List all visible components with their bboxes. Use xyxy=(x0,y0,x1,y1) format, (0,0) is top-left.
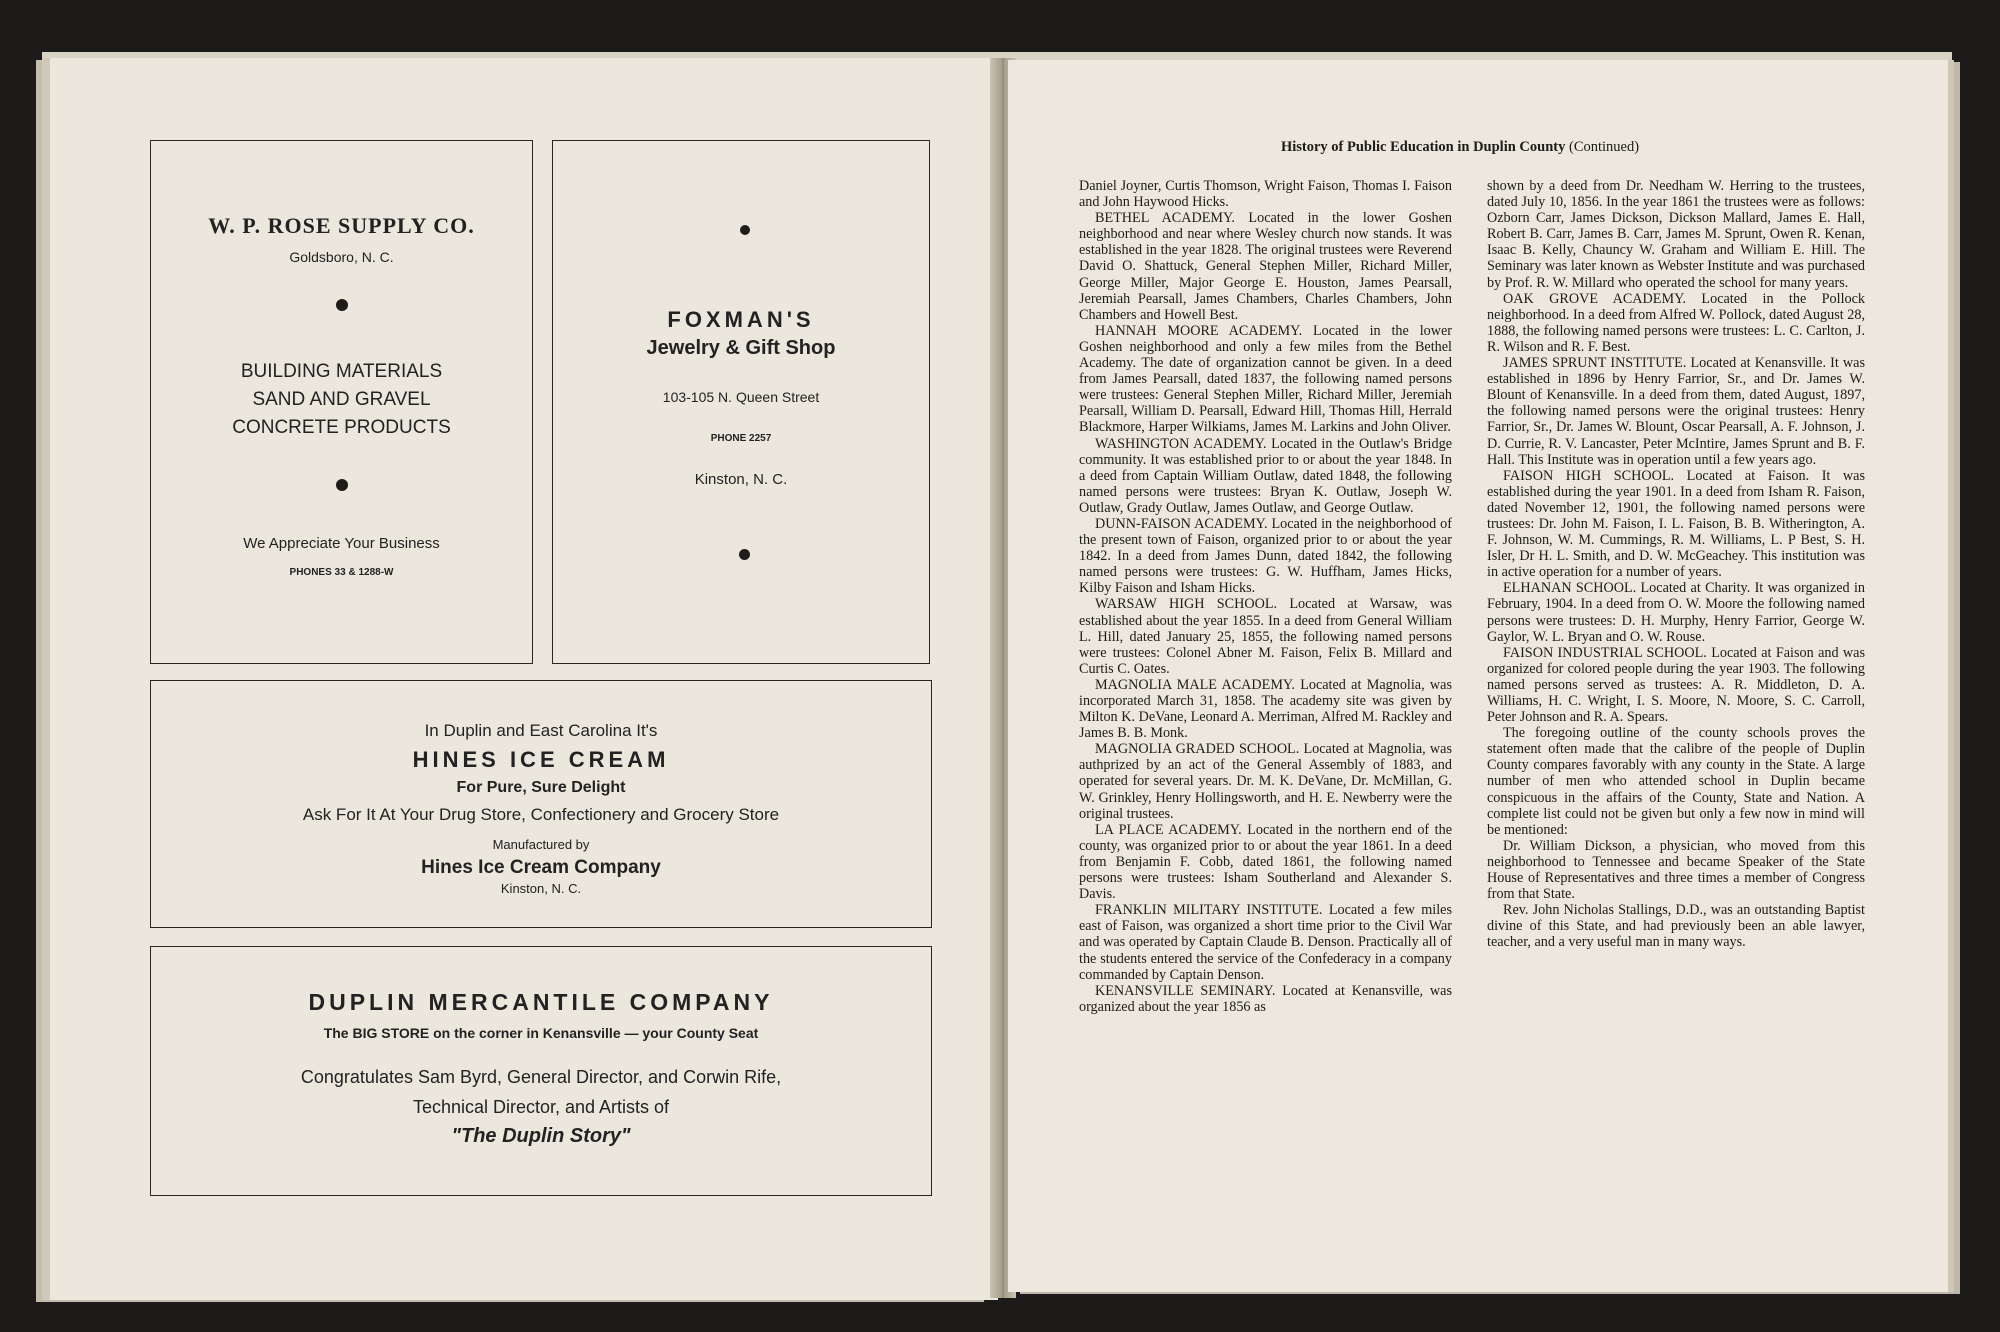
duplin-line3: "The Duplin Story" xyxy=(451,1125,631,1147)
article-paragraph: MAGNOLIA GRADED SCHOOL. Located at Magnolia, was authprized by an act of the General Assembly of 1883, and operated for several years. Dr. M. K. DeVane, Dr. McMillan, G. W. Grinkley, Henry Hollingsworth, and H. E. Newberry were the original trustees. xyxy=(1079,741,1452,822)
rose-supply-name: W. P. ROSE SUPPLY CO. xyxy=(208,213,475,238)
bullet-icon xyxy=(739,549,750,560)
rose-line-sand: SAND AND GRAVEL xyxy=(252,389,431,410)
article-paragraph: WARSAW HIGH SCHOOL. Located at Warsaw, was established about the year 1855. In a deed from General William L. Hill, dated January 25, 1855, the following named persons were trustees: Colonel Abner M. Faison, Felix B. Millard and Curtis C. Oates. xyxy=(1079,596,1452,677)
article-paragraph: MAGNOLIA MALE ACADEMY. Located at Magnolia, was incorporated March 31, 1858. The academy site was given by Milton K. DeVane, Leonard A. Merriman, Alfred M. Rackley and James B. B. Monk. xyxy=(1079,676,1452,742)
rose-supply-city: Goldsboro, N. C. xyxy=(289,249,394,265)
rose-line-building: BUILDING MATERIALS xyxy=(240,361,443,382)
article-paragraph: KENANSVILLE SEMINARY. Located at Kenansville, was organized about the year 1856 as xyxy=(1079,982,1452,1015)
foxman-subtitle: Jewelry & Gift Shop xyxy=(646,337,836,359)
hines-mfg: Manufactured by xyxy=(492,837,590,852)
article-paragraph: HANNAH MOORE ACADEMY. Located in the lower Goshen neighborhood and only a few miles from the Bethel Academy. The date of organization cannot be given. In a deed from James Pearsall, dated 1837, the following named persons were trustees: General Stephen Miller, Richard Miller, Jeremiah Pearsall, William D. Pearsall, Edward Hill, Thomas Hill, Herrald Blackmore, Harper Wilkiams, James M. Larkins and John Oliver. xyxy=(1079,322,1452,436)
article-paragraph: FRANKLIN MILITARY INSTITUTE. Located a few miles east of Faison, was organized a short time prior to the Civil War and was operated by Captain Claude B. Denson. Practically all of the students entered the service of the Confederacy in a company commanded by Captain Denson. xyxy=(1079,902,1452,983)
rose-appreciate: We Appreciate Your Business xyxy=(243,535,440,552)
rose-phones: PHONES 33 & 1288-W xyxy=(289,567,394,578)
article-paragraph: The foregoing outline of the county schools proves the statement often made that the calibre of the people of Duplin County compares favorably with any county in the State. A large number of men who attended school in Duplin became conspicuous in the affairs of the County, State and Nation. A complete list could not be given but only a few now in mind will be mentioned: xyxy=(1487,725,1865,838)
hines-ask: Ask For It At Your Drug Store, Confectionery and Grocery Store xyxy=(302,805,780,824)
duplin-mercantile-ad xyxy=(150,946,932,1196)
bullet-icon xyxy=(336,479,348,491)
article-paragraph: Rev. John Nicholas Stallings, D.D., was an outstanding Baptist divine of this State, and had previously been an able lawyer, teacher, and a very useful man in many ways. xyxy=(1487,902,1865,951)
foxman-ad xyxy=(552,140,930,664)
hines-ad xyxy=(150,680,932,928)
duplin-line2: Technical Director, and Artists of xyxy=(412,1097,670,1117)
article-paragraph: FAISON INDUSTRIAL SCHOOL. Located at Faison and was organized for colored people during the year 1903. The following named persons served as trustees: A. R. Middleton, D. A. Williams, H. C. Wright, I. S. Moore, N. Moore, S. C. Carroll, Peter Johnson and R. A. Spears. xyxy=(1487,644,1865,726)
article-header xyxy=(1180,139,1740,156)
foxman-address: 103-105 N. Queen Street xyxy=(662,389,820,405)
hines-tagline: For Pure, Sure Delight xyxy=(456,779,626,796)
article-paragraph: OAK GROVE ACADEMY. Located in the Pollock neighborhood. In a deed from Alfred W. Pollock, dated August 28, 1888, the following named persons were trustees: L. C. Carlton, J. R. Wilson and R. F. Best. xyxy=(1487,290,1865,355)
hines-city: Kinston, N. C. xyxy=(500,881,582,896)
hines-company: Hines Ice Cream Company xyxy=(421,857,661,878)
article-paragraph: BETHEL ACADEMY. Located in the lower Goshen neighborhood and near where Wesley church now stands. It was established in the year 1828. The original trustees were Reverend David O. Shattuck, General Stephen Miller, Richard Miller, George Miller, Major George E. Houston, James Pearsall, Jeremiah Pearsall, James Chambers, Charles Chambers, John Chambers and Howell Best. xyxy=(1079,210,1452,323)
foxman-city: Kinston, N. C. xyxy=(694,471,788,488)
article-paragraph: LA PLACE ACADEMY. Located in the northern end of the county, was organized prior to or about the year 1861. In a deed from Benjamin F. Cobb, dated 1861, the following named persons were trustees: Isham Southerland and Alexander S. Davis. xyxy=(1079,821,1452,903)
article-paragraph: Dr. William Dickson, a physician, who moved from this neighborhood to Tennessee and became Speaker of the State House of Representatives and three times a member of Congress from that State. xyxy=(1487,837,1865,903)
hines-intro: In Duplin and East Carolina It's xyxy=(424,721,658,740)
article-paragraph: FAISON HIGH SCHOOL. Located at Faison. It was established during the year 1901. In a deed from Isham R. Faison, dated November 12, 1901, the following named persons were trustees: Dr. John M. Faison, I. L. Faison, B. B. Witherington, A. F. Johnson, W. M. Cummings, R. M. Williams, L. P Best, S. H. Isler, Dr H. L. Smith, and D. W. McGeachey. This institution was in active operation for a number of years. xyxy=(1487,467,1865,581)
article-title: History of Public Education in Duplin County xyxy=(1280,139,1566,155)
article-paragraph: Daniel Joyner, Curtis Thomson, Wright Faison, Thomas I. Faison and John Haywood Hicks. xyxy=(1079,178,1452,211)
rose-line-concrete: CONCRETE PRODUCTS xyxy=(232,417,451,438)
duplin-line1: Congratulates Sam Byrd, General Director, and Corwin Rife, xyxy=(300,1067,782,1087)
left-page xyxy=(50,58,998,1300)
duplin-name: DUPLIN MERCANTILE COMPANY xyxy=(308,989,774,1015)
article-paragraph: shown by a deed from Dr. Needham W. Herring to the trustees, dated July 10, 1856. In the year 1861 the trustees were as follows: Ozborn Carr, James Dickson, Dickson Mallard, James E. Hall, Robert B. Carr, James B. Carr, James M. Sprunt, Owen R. Kenan, Isaac B. Kelly, Chauncy W. Graham and William E. Hill. The Seminary was later known as Webster Institute and was purchased by Prof. R. W. Millard who operated the school for many years. xyxy=(1487,178,1865,291)
article-paragraph: JAMES SPRUNT INSTITUTE. Located at Kenansville. It was established in 1896 by Henry Farrior, Sr., and Dr. James W. Blount of Kenansville. In a deed from them, dated August, 1897, the following named persons were the original trustees: Henry Farrior, Sr., Dr. James W. Blount, Oscar Pearsall, A. F. Johnson, J. D. Currie, R. V. Lancaster, Peter McIntire, James Sprunt and B. F. Hall. This Institute was in operation until a few years ago. xyxy=(1487,355,1865,468)
bullet-icon xyxy=(740,225,750,235)
foxman-phone: PHONE 2257 xyxy=(710,433,772,444)
article-paragraph: DUNN-FAISON ACADEMY. Located in the neighborhood of the present town of Faison, organized prior to or about the year 1842. In a deed from James Dunn, dated 1842, the following named persons were trustees: G. W. Huffham, James Hicks, Kilby Faison and Isham Hicks. xyxy=(1079,515,1452,597)
article-column-1 xyxy=(1079,178,1452,1015)
article-paragraph: ELHANAN SCHOOL. Located at Charity. It was organized in February, 1904. In a deed from O. W. Moore the following named persons were trustees: D. H. Murphy, Henry Farrior, George W. Gaylor, W. L. Bryan and O. W. Rouse. xyxy=(1487,580,1865,645)
article-continued: (Continued) xyxy=(1568,139,1640,155)
foxman-name: FOXMAN'S xyxy=(667,307,815,332)
article-column-2 xyxy=(1487,178,1865,951)
hines-name: HINES ICE CREAM xyxy=(412,747,670,772)
article-paragraph: WASHINGTON ACADEMY. Located in the Outlaw's Bridge community. It was established prior to or about the year 1848. In a deed from Captain William Outlaw, dated 1848, the following named persons were trustees: Bryan K. Outlaw, Joseph W. Outlaw, Grady Outlaw, James Outlaw, and George Outlaw. xyxy=(1079,435,1452,516)
bullet-icon xyxy=(336,299,348,311)
rose-supply-ad xyxy=(150,140,533,664)
duplin-subtitle: The BIG STORE on the corner in Kenansville — your County Seat xyxy=(323,1025,759,1041)
